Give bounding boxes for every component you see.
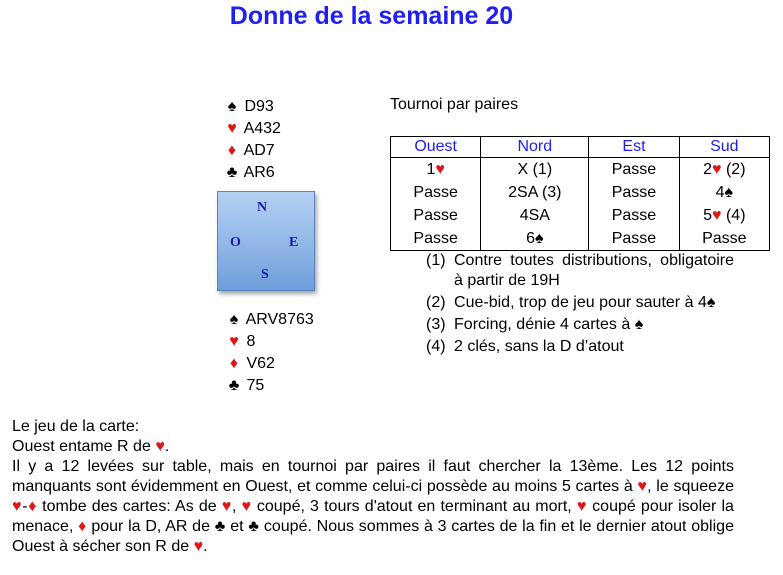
bid-cell: 4♠ [679, 181, 769, 204]
diamond-icon: ♦ [27, 498, 38, 515]
compass-north: N [257, 200, 268, 215]
heart-icon: ♥ [712, 160, 722, 178]
bid-cell: 2SA (3) [481, 181, 589, 204]
diamond-icon: ♦ [78, 518, 87, 535]
north-clubs-row [224, 162, 281, 184]
compass-west: O [230, 235, 241, 250]
note-text: Cue-bid, trop de jeu pour sauter à 4♠ [454, 294, 716, 311]
diamond-icon: ♦ [229, 355, 239, 372]
south-hand [226, 309, 314, 397]
heart-icon: ♥ [193, 538, 204, 555]
south-clubs-row [226, 375, 314, 397]
note-item [426, 293, 734, 313]
header-south: Sud [679, 137, 769, 158]
bid-cell: Passe [589, 204, 679, 227]
heart-icon: ♥ [155, 438, 165, 455]
spade-icon: ♠ [634, 316, 644, 333]
heart-icon: ♥ [435, 160, 445, 178]
bidding-row [391, 204, 770, 227]
north-hearts-row [224, 118, 281, 140]
north-clubs: AR6 [243, 164, 275, 181]
north-diamonds: AD7 [243, 142, 275, 159]
spade-icon: ♠ [535, 229, 544, 247]
note-text: 2 clés, sans la D d’atout [454, 338, 624, 355]
bid-cell: Passe [679, 227, 769, 251]
bid-cell: 1♥ [391, 158, 481, 182]
club-icon: ♣ [248, 518, 260, 535]
heart-icon: ♥ [637, 478, 648, 495]
south-spades-row [226, 309, 314, 331]
header-east: Est [589, 137, 679, 158]
club-icon: ♣ [214, 518, 226, 535]
bid-cell: 6♠ [481, 227, 589, 251]
note-number: (3) [426, 316, 446, 333]
south-diamonds: V62 [246, 355, 275, 372]
header-west: Ouest [391, 137, 481, 158]
north-hearts: A432 [243, 120, 281, 137]
event-type: Tournoi par paires [390, 96, 519, 113]
heart-icon: ♥ [712, 206, 722, 224]
note-number: (2) [426, 294, 446, 311]
spade-icon: ♠ [227, 98, 237, 115]
compass-table [217, 191, 315, 291]
heart-icon: ♥ [229, 333, 239, 350]
bidding-table [390, 136, 770, 251]
page-title: Donne de la semaine 20 [229, 2, 514, 30]
heart-icon: ♥ [241, 498, 252, 515]
north-hand [224, 96, 281, 184]
spade-icon: ♠ [724, 183, 734, 201]
south-hearts: 8 [246, 333, 256, 350]
note-item [426, 337, 734, 357]
note-number: (1) [426, 252, 446, 269]
heart-icon: ♥ [576, 498, 588, 515]
header-north: Nord [481, 137, 589, 158]
bid-cell: Passe [589, 181, 679, 204]
bid-cell: Passe [391, 181, 481, 204]
bid-cell: 2♥ (2) [679, 158, 769, 182]
south-clubs: 75 [246, 377, 265, 394]
bidding-notes [426, 251, 734, 359]
note-text: Forcing, dénie 4 cartes à ♠ [454, 316, 644, 333]
diamond-icon: ♦ [227, 142, 237, 159]
compass-south: S [261, 267, 269, 282]
heart-icon: ♥ [12, 498, 23, 515]
play-lead: Ouest entame R de ♥. [12, 438, 170, 455]
bid-cell: 4SA [481, 204, 589, 227]
spade-icon: ♠ [229, 311, 239, 328]
heart-icon: ♥ [221, 498, 232, 515]
note-text: Contre toutes distributions, obligatoire à partir de 19H [454, 252, 734, 289]
bid-cell: Passe [589, 158, 679, 182]
south-hearts-row [226, 331, 314, 353]
bid-cell: Passe [391, 204, 481, 227]
bid-cell: 5♥ (4) [679, 204, 769, 227]
south-spades: ARV8763 [245, 311, 314, 328]
bidding-row [391, 227, 770, 251]
heart-icon: ♥ [227, 120, 237, 137]
note-item [426, 315, 734, 335]
bid-cell: Passe [391, 227, 481, 251]
note-item [426, 251, 734, 291]
north-spades-row [224, 96, 281, 118]
club-icon: ♣ [226, 164, 238, 181]
bidding-row [391, 158, 770, 182]
north-spades: D93 [244, 98, 274, 115]
note-number: (4) [426, 338, 446, 355]
spade-icon: ♠ [706, 294, 716, 311]
compass-east: E [289, 235, 299, 250]
bid-cell: X (1) [481, 158, 589, 182]
club-icon: ♣ [228, 377, 240, 394]
play-body: Il y a 12 levées sur table, mais en tournoi par paires il faut chercher la 13ème. Les 12 points manquants sont évidemment en Ouest, et comme celui-ci possède au moins 5 cartes à ♥, le squeeze ♥-♦ tombe des cartes: As de ♥, ♥ coupé, 3 tours d'atout en terminant au mort, ♥ coupé pour isoler la menace, ♦ pour la D, AR de ♣ et ♣ coupé. Nous sommes à 3 cartes de la fin et le dernier atout oblige Ouest à sécher son R de ♥. [12, 458, 734, 555]
play-description [12, 417, 734, 557]
bid-cell: Passe [589, 227, 679, 251]
north-diamonds-row [224, 140, 281, 162]
play-heading: Le jeu de la carte: [12, 418, 140, 435]
south-diamonds-row [226, 353, 314, 375]
bidding-row [391, 181, 770, 204]
bidding-header-row [391, 137, 770, 158]
